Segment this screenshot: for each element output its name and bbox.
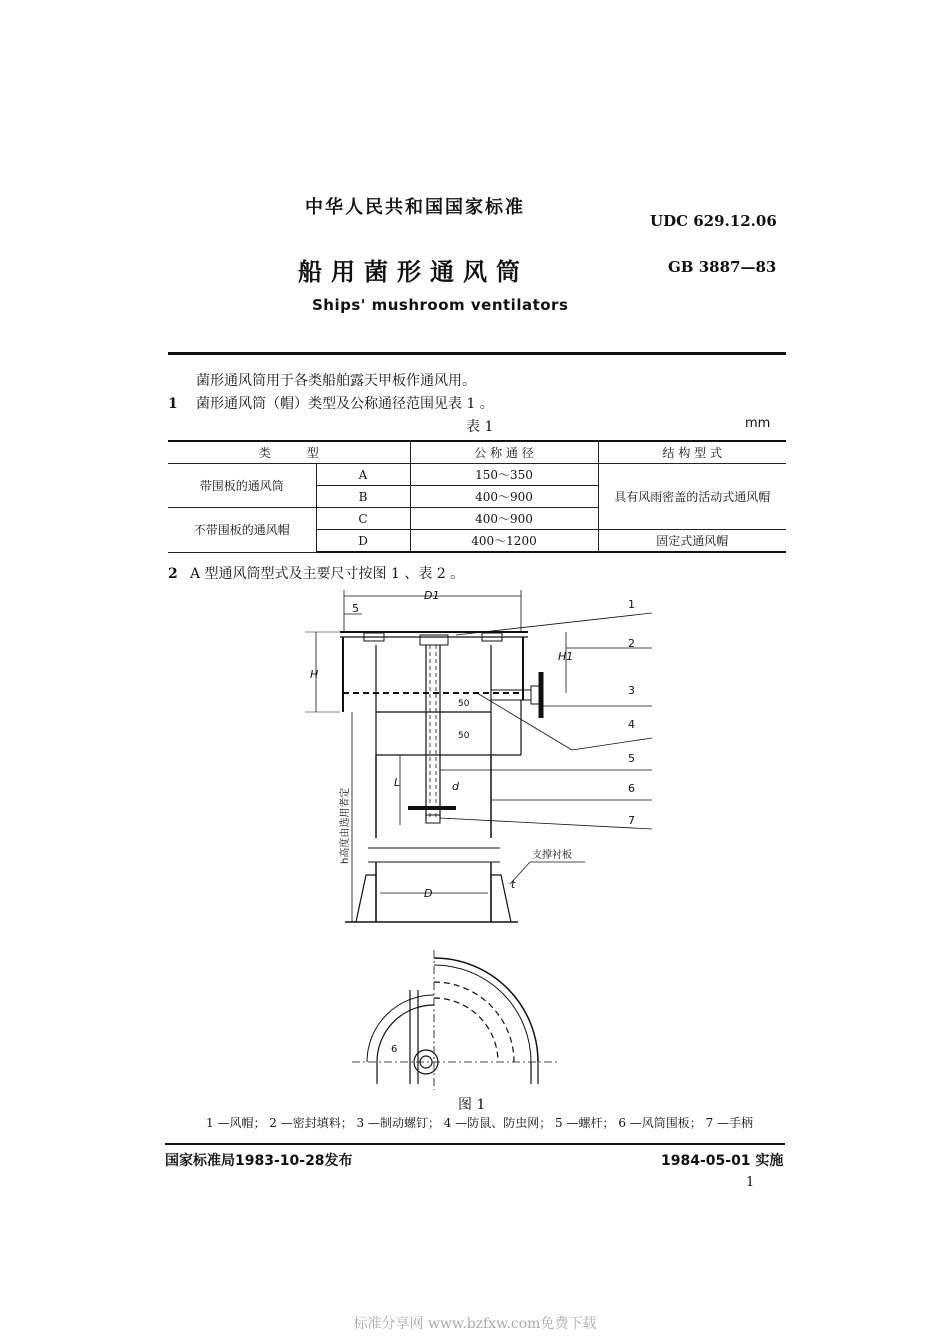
- dim-d1: D1: [424, 589, 440, 602]
- callout-4: 4: [628, 718, 635, 731]
- callout-6: 6: [628, 782, 635, 795]
- diameter-range: 400～1200: [410, 530, 598, 553]
- structure-movable: 具有风雨密盖的活动式通风帽: [598, 464, 786, 530]
- type-code: D: [316, 530, 410, 553]
- diameter-range: 150～350: [410, 464, 598, 486]
- dim-h-vertical: h高度由选用者定: [340, 787, 351, 864]
- english-title: Ships' mushroom ventilators: [312, 296, 569, 314]
- header-nominal-diameter: 公 称 通 径: [410, 441, 598, 464]
- dim-l: L: [394, 776, 401, 789]
- document-title: 船用菌形通风筒: [298, 257, 529, 286]
- dim-h: H: [310, 668, 319, 681]
- type-code: A: [316, 464, 410, 486]
- clause-1-text: 菌形通风筒（帽）类型及公称通径范围见表 1 。: [196, 396, 494, 412]
- standard-number: GB 3887—83: [668, 258, 777, 276]
- callout-2: 2: [628, 637, 635, 650]
- dim-6: 6: [391, 1044, 398, 1055]
- dim-50-b: 50: [458, 731, 470, 741]
- table-header-row: [168, 441, 786, 464]
- callout-7: 7: [628, 814, 635, 827]
- issue-date: 国家标准局1983-10-28发布: [165, 1153, 353, 1169]
- figure-1-caption: 图 1: [458, 1097, 486, 1113]
- diameter-range: 400～900: [410, 486, 598, 508]
- header-type: 类 型: [168, 441, 410, 464]
- type-code: B: [316, 486, 410, 508]
- clause-2: [168, 563, 464, 583]
- clause-2-number: 2: [168, 566, 178, 582]
- dim-h1: H1: [558, 650, 574, 663]
- clause-1: [168, 393, 494, 413]
- type-group: 不带围板的通风帽: [168, 508, 316, 553]
- dim-d: D: [424, 887, 433, 900]
- footer-rule: [165, 1143, 785, 1145]
- callout-1: 1: [628, 598, 635, 611]
- clause-1-number: 1: [168, 396, 178, 412]
- structure-fixed: 固定式通风帽: [598, 530, 786, 553]
- table-1-caption: 表 1: [466, 419, 494, 435]
- support-plate-label: 支撑衬板: [532, 850, 572, 861]
- effective-date: 1984-05-01 实施: [661, 1153, 784, 1169]
- dim-d-small: d: [452, 780, 459, 793]
- table-1-unit: mm: [745, 416, 771, 431]
- issuing-organization: 中华人民共和国国家标准: [305, 197, 525, 218]
- watermark-footer: 标准分享网 www.bzfxw.com免费下载: [353, 1316, 597, 1332]
- page-number: 1: [746, 1175, 755, 1190]
- type-code: C: [316, 508, 410, 530]
- figure-1-legend: 1 —风帽； 2 —密封填料； 3 —制动螺钉； 4 —防鼠、防虫网； 5 —螺杆； 6 —风筒围板； 7 —手柄: [206, 1116, 754, 1130]
- dim-t: t: [511, 878, 516, 891]
- callout-3: 3: [628, 684, 635, 697]
- dim-5: 5: [352, 602, 359, 615]
- header-rule: [168, 352, 786, 355]
- header-structure: 结 构 型 式: [598, 441, 786, 464]
- table-row: [168, 464, 786, 486]
- callout-5: 5: [628, 752, 635, 765]
- udc-code: UDC 629.12.06: [650, 212, 777, 230]
- dim-50-a: 50: [458, 699, 470, 709]
- intro-paragraph: 菌形通风筒用于各类船舶露天甲板作通风用。: [196, 373, 476, 389]
- table-1: [168, 440, 786, 553]
- diameter-range: 400～900: [410, 508, 598, 530]
- clause-2-text: A 型通风筒型式及主要尺寸按图 1 、表 2 。: [190, 566, 465, 582]
- type-group: 带围板的通风筒: [168, 464, 316, 508]
- figure-1-drawing: [300, 585, 670, 1090]
